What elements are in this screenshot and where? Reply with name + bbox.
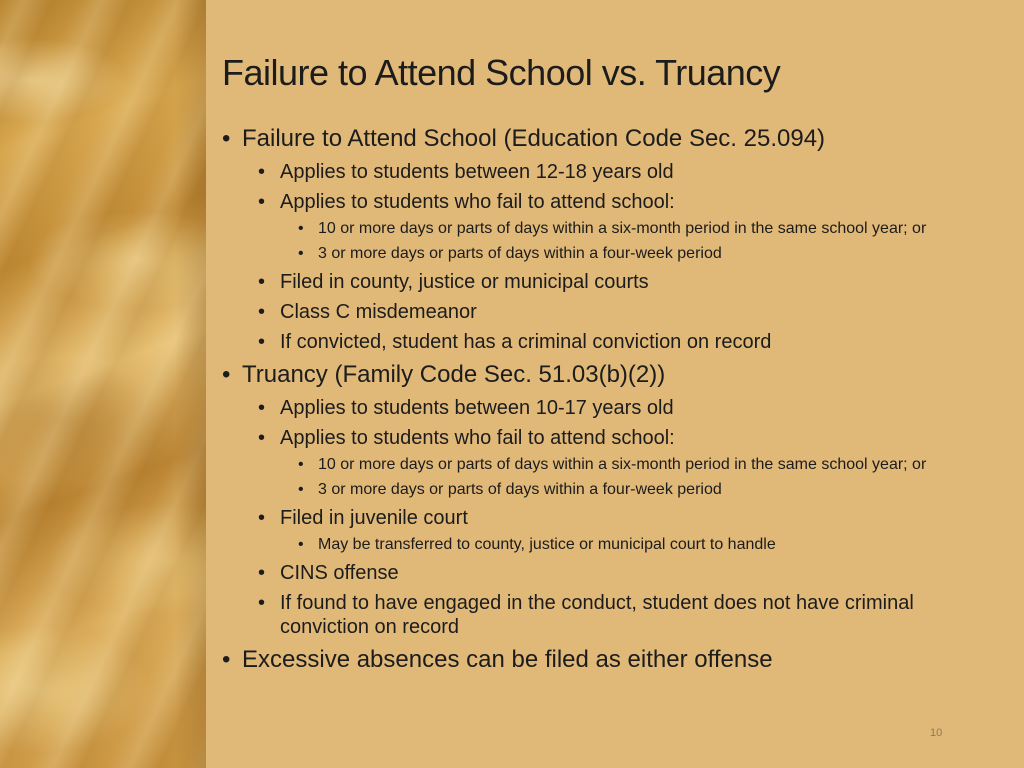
bullet-icon: •	[258, 301, 266, 323]
bullet-text: 10 or more days or parts of days within a six-month period in the same school year; or	[318, 456, 927, 473]
bullet-text: Applies to students who fail to attend school:	[280, 191, 675, 213]
bullet-icon: •	[298, 220, 304, 237]
bullet-level2	[222, 561, 982, 585]
bullet-level3	[222, 219, 982, 239]
bullet-icon: •	[258, 271, 266, 293]
bullet-icon: •	[258, 191, 266, 213]
bullet-text: If found to have engaged in the conduct, student does not have criminal conviction on record	[280, 592, 914, 638]
bullet-text: 3 or more days or parts of days within a four-week period	[318, 481, 722, 498]
bullet-icon: •	[298, 456, 304, 473]
bullet-icon: •	[222, 125, 231, 152]
bullet-text: Failure to Attend School (Education Code Sec. 25.094)	[242, 125, 826, 152]
bullet-level2	[222, 330, 982, 354]
bullet-level2	[222, 190, 982, 214]
slide-body	[222, 124, 982, 675]
bullet-text: May be transferred to county, justice or municipal court to handle	[318, 536, 776, 553]
bullet-icon: •	[258, 507, 266, 529]
bullet-level2	[222, 591, 982, 639]
slide-number: 10	[930, 727, 943, 739]
bullet-icon: •	[258, 161, 266, 183]
bullet-level3	[222, 535, 982, 555]
bullet-text: CINS offense	[280, 562, 399, 584]
bullet-icon: •	[222, 646, 231, 673]
bullet-icon: •	[298, 481, 304, 498]
bullet-level2	[222, 396, 982, 420]
bullet-text: 3 or more days or parts of days within a four-week period	[318, 245, 722, 262]
bullet-text: If convicted, student has a criminal conviction on record	[280, 331, 772, 353]
bullet-icon: •	[258, 397, 266, 419]
bullet-level3	[222, 244, 982, 264]
bullet-icon: •	[258, 427, 266, 449]
bullet-level3	[222, 455, 982, 475]
bullet-level1	[222, 124, 982, 154]
bullet-level2	[222, 270, 982, 294]
bullet-text: Filed in county, justice or municipal courts	[280, 271, 649, 293]
bullet-text: Class C misdemeanor	[280, 301, 477, 323]
bullet-text: Truancy (Family Code Sec. 51.03(b)(2))	[242, 361, 666, 388]
bullet-level2	[222, 160, 982, 184]
bullet-text: Applies to students between 10-17 years old	[280, 397, 674, 419]
bullet-text: Applies to students who fail to attend school:	[280, 427, 675, 449]
bullet-level1	[222, 645, 982, 675]
slide-title: Failure to Attend School vs. Truancy	[222, 52, 781, 93]
bullet-icon: •	[298, 536, 304, 553]
bullet-icon: •	[298, 245, 304, 262]
bullet-level2	[222, 426, 982, 450]
bullet-level1	[222, 360, 982, 390]
bullet-level2	[222, 506, 982, 530]
bullet-text: Applies to students between 12-18 years old	[280, 161, 674, 183]
bullet-text: 10 or more days or parts of days within a six-month period in the same school year; or	[318, 220, 927, 237]
bullet-icon: •	[258, 562, 266, 584]
bullet-level2	[222, 300, 982, 324]
decorative-silk-panel	[0, 0, 206, 768]
bullet-icon: •	[258, 331, 266, 353]
bullet-level3	[222, 480, 982, 500]
bullet-text: Filed in juvenile court	[280, 507, 468, 529]
bullet-text: Excessive absences can be filed as either offense	[242, 646, 773, 673]
bullet-icon: •	[222, 361, 231, 388]
bullet-icon: •	[258, 592, 266, 614]
